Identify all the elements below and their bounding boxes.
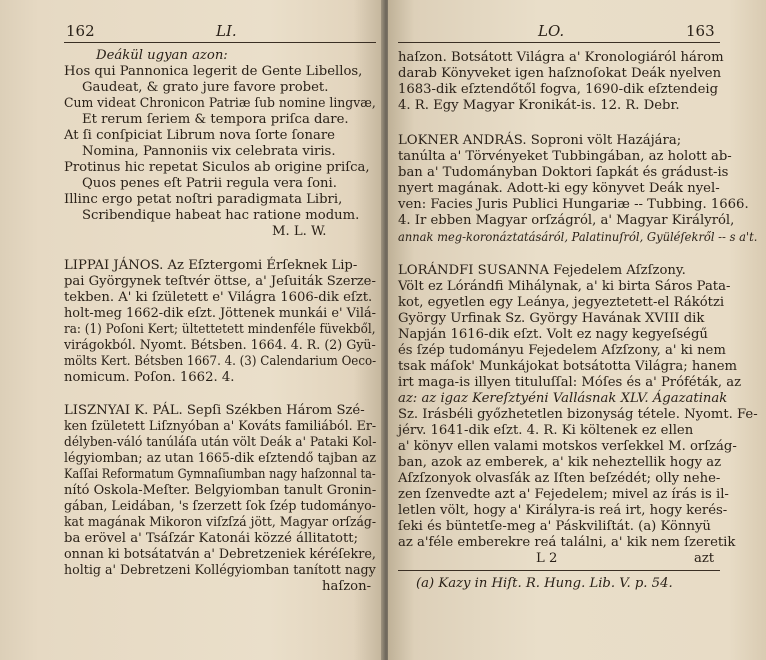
catchword-left: haſzon- (322, 579, 372, 594)
header-rule-right (398, 42, 720, 43)
entry-lisznyai-line: onnan ki botsátatván a' Debretzeniek kéréſekre, (64, 547, 376, 562)
entry-lokner-line: 4. Ir ebben Magyar orſzágról, a' Magyar Királyról, (398, 213, 735, 228)
entry-continuation-line: 1683-dik eſztendőtől fogva, 1690-dik eſztendeig (398, 82, 719, 97)
verse-line: Gaudeat, & grato jure favore probet. (82, 80, 329, 95)
footnote: (a) Kazy in Hiſt. R. Hung. Lib. V. p. 54. (416, 576, 673, 591)
page-number-right: 163 (686, 22, 715, 40)
entry-lokner-line: ban a' Tudományban Doktori ſapkát és grádust-is (398, 165, 729, 180)
entry-lorandfi-line: György Urfinak Sz. György Havának XVIII dik (398, 311, 705, 326)
entry-continuation-line: 4. R. Egy Magyar Kronikát-is. 12. R. Debr. (398, 98, 680, 113)
entry-lippai-line: holt-meg 1662-dik eſzt. Jöttenek munkái e' Vilá- (64, 306, 377, 321)
entry-lorandfi-line: az: az igaz Kereſztyéni Vallásnak XLV. Ágazatinak (398, 391, 728, 406)
verse-line: Scribendique habeat hac ratione modum. (82, 208, 360, 223)
header-rule-left (64, 42, 376, 43)
footnote-rule (398, 570, 720, 571)
entry-lippai-line: pai Györgynek teſtvér öttse, a' Jeſuiták Szerze- (64, 274, 376, 289)
verse-line: At ſi conſpiciat Librum nova ſorte ſonare (64, 128, 335, 143)
verse-line: Protinus hic repetat Siculos ab origine priſca, (64, 160, 370, 175)
entry-lippai-line: mölts Kert. Bétsben 1667. 4. (3) Calendarium Oeco- (64, 354, 377, 369)
verse-line: Quos penes eſt Patrii regula vera ſoni. (82, 176, 337, 191)
entry-lokner-line: annak meg-koronáztatásáról, Palatinuſról, Gyüléſekről -- s a't. (398, 230, 758, 244)
page-number-left: 162 (66, 22, 95, 40)
entry-lorandfi-line: jérv. 1641-dik eſzt. 4. R. Ki költenek ez ellen (398, 423, 694, 438)
entry-lokner-line: LOKNER ANDRÁS. Soproni völt Hazájára; (398, 133, 682, 148)
entry-lorandfi-line: és ſzép tudományu Fejedelem Aſzſzony, a' ki nem (398, 343, 726, 358)
entry-lorandfi-line: ban, azok az emberek, a' kik neheztellik hogy az (398, 455, 722, 470)
entry-lorandfi-line: a' könyv ellen valami motskos verſekkel M. orſzág- (398, 439, 737, 454)
entry-lippai-line: virágokból. Nyomt. Bétsben. 1664. 4. R. (2) Gyü- (64, 338, 376, 353)
entry-lokner-line: nyert magának. Adott-ki egy könyvet Deák nyel- (398, 181, 720, 196)
signature-mark: L 2 (536, 551, 558, 566)
entry-lokner-line: ven: Facies Juris Publici Hungariæ -- Tubbing. 1666. (398, 197, 749, 212)
entry-lorandfi-line: letlen völt, hogy a' Királyra-is reá irt, hogy kerés- (398, 503, 728, 518)
entry-continuation-line: darab Könyveket igen haſznoſokat Deák nyelven (398, 66, 722, 81)
catchword-right: azt (694, 551, 715, 566)
entry-lorandfi-line: Napján 1616-dik eſzt. Volt ez nagy kegyeſségű (398, 327, 708, 342)
entry-lisznyai-line: Kaſſai Reformatum Gymnaſiumban nagy haſzonnal ta- (64, 467, 376, 482)
entry-continuation-line: haſzon. Botsátott Világra a' Kronologiáról három (398, 50, 724, 65)
entry-lorandfi-line: Aſzſzonyok olvasſák az Iſten beſzédét; olly nehe- (398, 471, 721, 486)
verse-line: Illinc ergo petat noſtri paradigmata Libri, (64, 192, 343, 207)
section-number-left: LI. (216, 22, 237, 40)
entry-lippai-line: LIPPAI JÁNOS. Az Eſztergomi Érſeknek Lip- (64, 258, 358, 273)
verse-line: Cum videat Chronicon Patriæ ſub nomine lingvæ, (64, 96, 376, 111)
entry-lorandfi-line: Völt ez Lórándfi Mihálynak, a' ki birta Sáros Pata- (398, 279, 731, 294)
entry-lokner-line: tanúlta a' Törvényeket Tubbingában, az holott ab- (398, 149, 732, 164)
entry-lisznyai-line: nító Oskola-Meſter. Belgyiomban tanult Gronin- (64, 483, 377, 498)
entry-lorandfi-line: ſeki és büntetſe-meg a' Páskviliſtát. (a) Könnyü (398, 519, 711, 534)
entry-lorandfi-line: Sz. Irásbéli győzhetetlen bizonyság tétele. Nyomt. Fe- (398, 407, 758, 422)
entry-lisznyai-line: ba erövel a' Tsáſzár Katonái közzé állitatott; (64, 531, 359, 546)
entry-lippai-line: ra: (1) Poſoni Kert; ültettetett mindenféle füvekből, (64, 322, 376, 337)
verse-line: Hos qui Pannonica legerit de Gente Libellos, (64, 64, 363, 79)
entry-lorandfi-line: kot, egyetlen egy Leánya, jegyeztetett-el Rákótzi (398, 295, 725, 310)
entry-lisznyai-line: délyben-váló tanúláſa után völt Deák a' Pataki Kol- (64, 435, 377, 450)
entry-lisznyai-line: légyiomban; az utan 1665-dik eſztendő tajban az (64, 451, 377, 466)
verse-line: Et rerum ſeriem & tempora priſca dare. (82, 112, 349, 127)
entry-lippai-line: nomicum. Poſon. 1662. 4. (64, 370, 235, 385)
verse-heading: Deákül ugyan azon: (96, 48, 228, 63)
entry-lisznyai-line: gában, Leidában, 's ſzerzett ſok ſzép tudományo- (64, 499, 376, 514)
entry-lisznyai-line: kat magának Mikoron viſzſzá jött, Magyar orſzág- (64, 515, 377, 530)
entry-lorandfi-line: irt maga-is illyen tituluſſal: Móſes és a' Próféták, az (398, 375, 742, 390)
entry-lorandfi-line: tsak máſok' Munkájokat botsátotta Világra; hanem (398, 359, 738, 374)
verse-signature: M. L. W. (272, 224, 327, 239)
entry-lorandfi-line: LORÁNDFI SUSANNA Fejedelem Aſzſzony. (398, 263, 686, 278)
right-page (388, 0, 766, 660)
section-number-right: LO. (538, 22, 565, 40)
entry-lippai-line: tekben. A' ki ſzületett e' Világra 1606-dik eſzt. (64, 290, 373, 305)
entry-lisznyai-line: LISZNYAI K. PÁL. Sepſi Székben Három Szé- (64, 403, 365, 418)
entry-lorandfi-line: zen ſzenvedte azt a' Fejedelem; mivel az írás is il- (398, 487, 729, 502)
entry-lisznyai-line: ken ſzületett Liſznyóban a' Kováts familiából. Er- (64, 419, 377, 434)
verse-line: Nomina, Pannoniis vix celebrata viris. (82, 144, 336, 159)
entry-lorandfi-line: az a'féle emberekre reá találni, a' kik nem ſzeretik (398, 535, 736, 550)
entry-lisznyai-line: holtig a' Debretzeni Kollégyiomban tanított nagy (64, 563, 376, 578)
